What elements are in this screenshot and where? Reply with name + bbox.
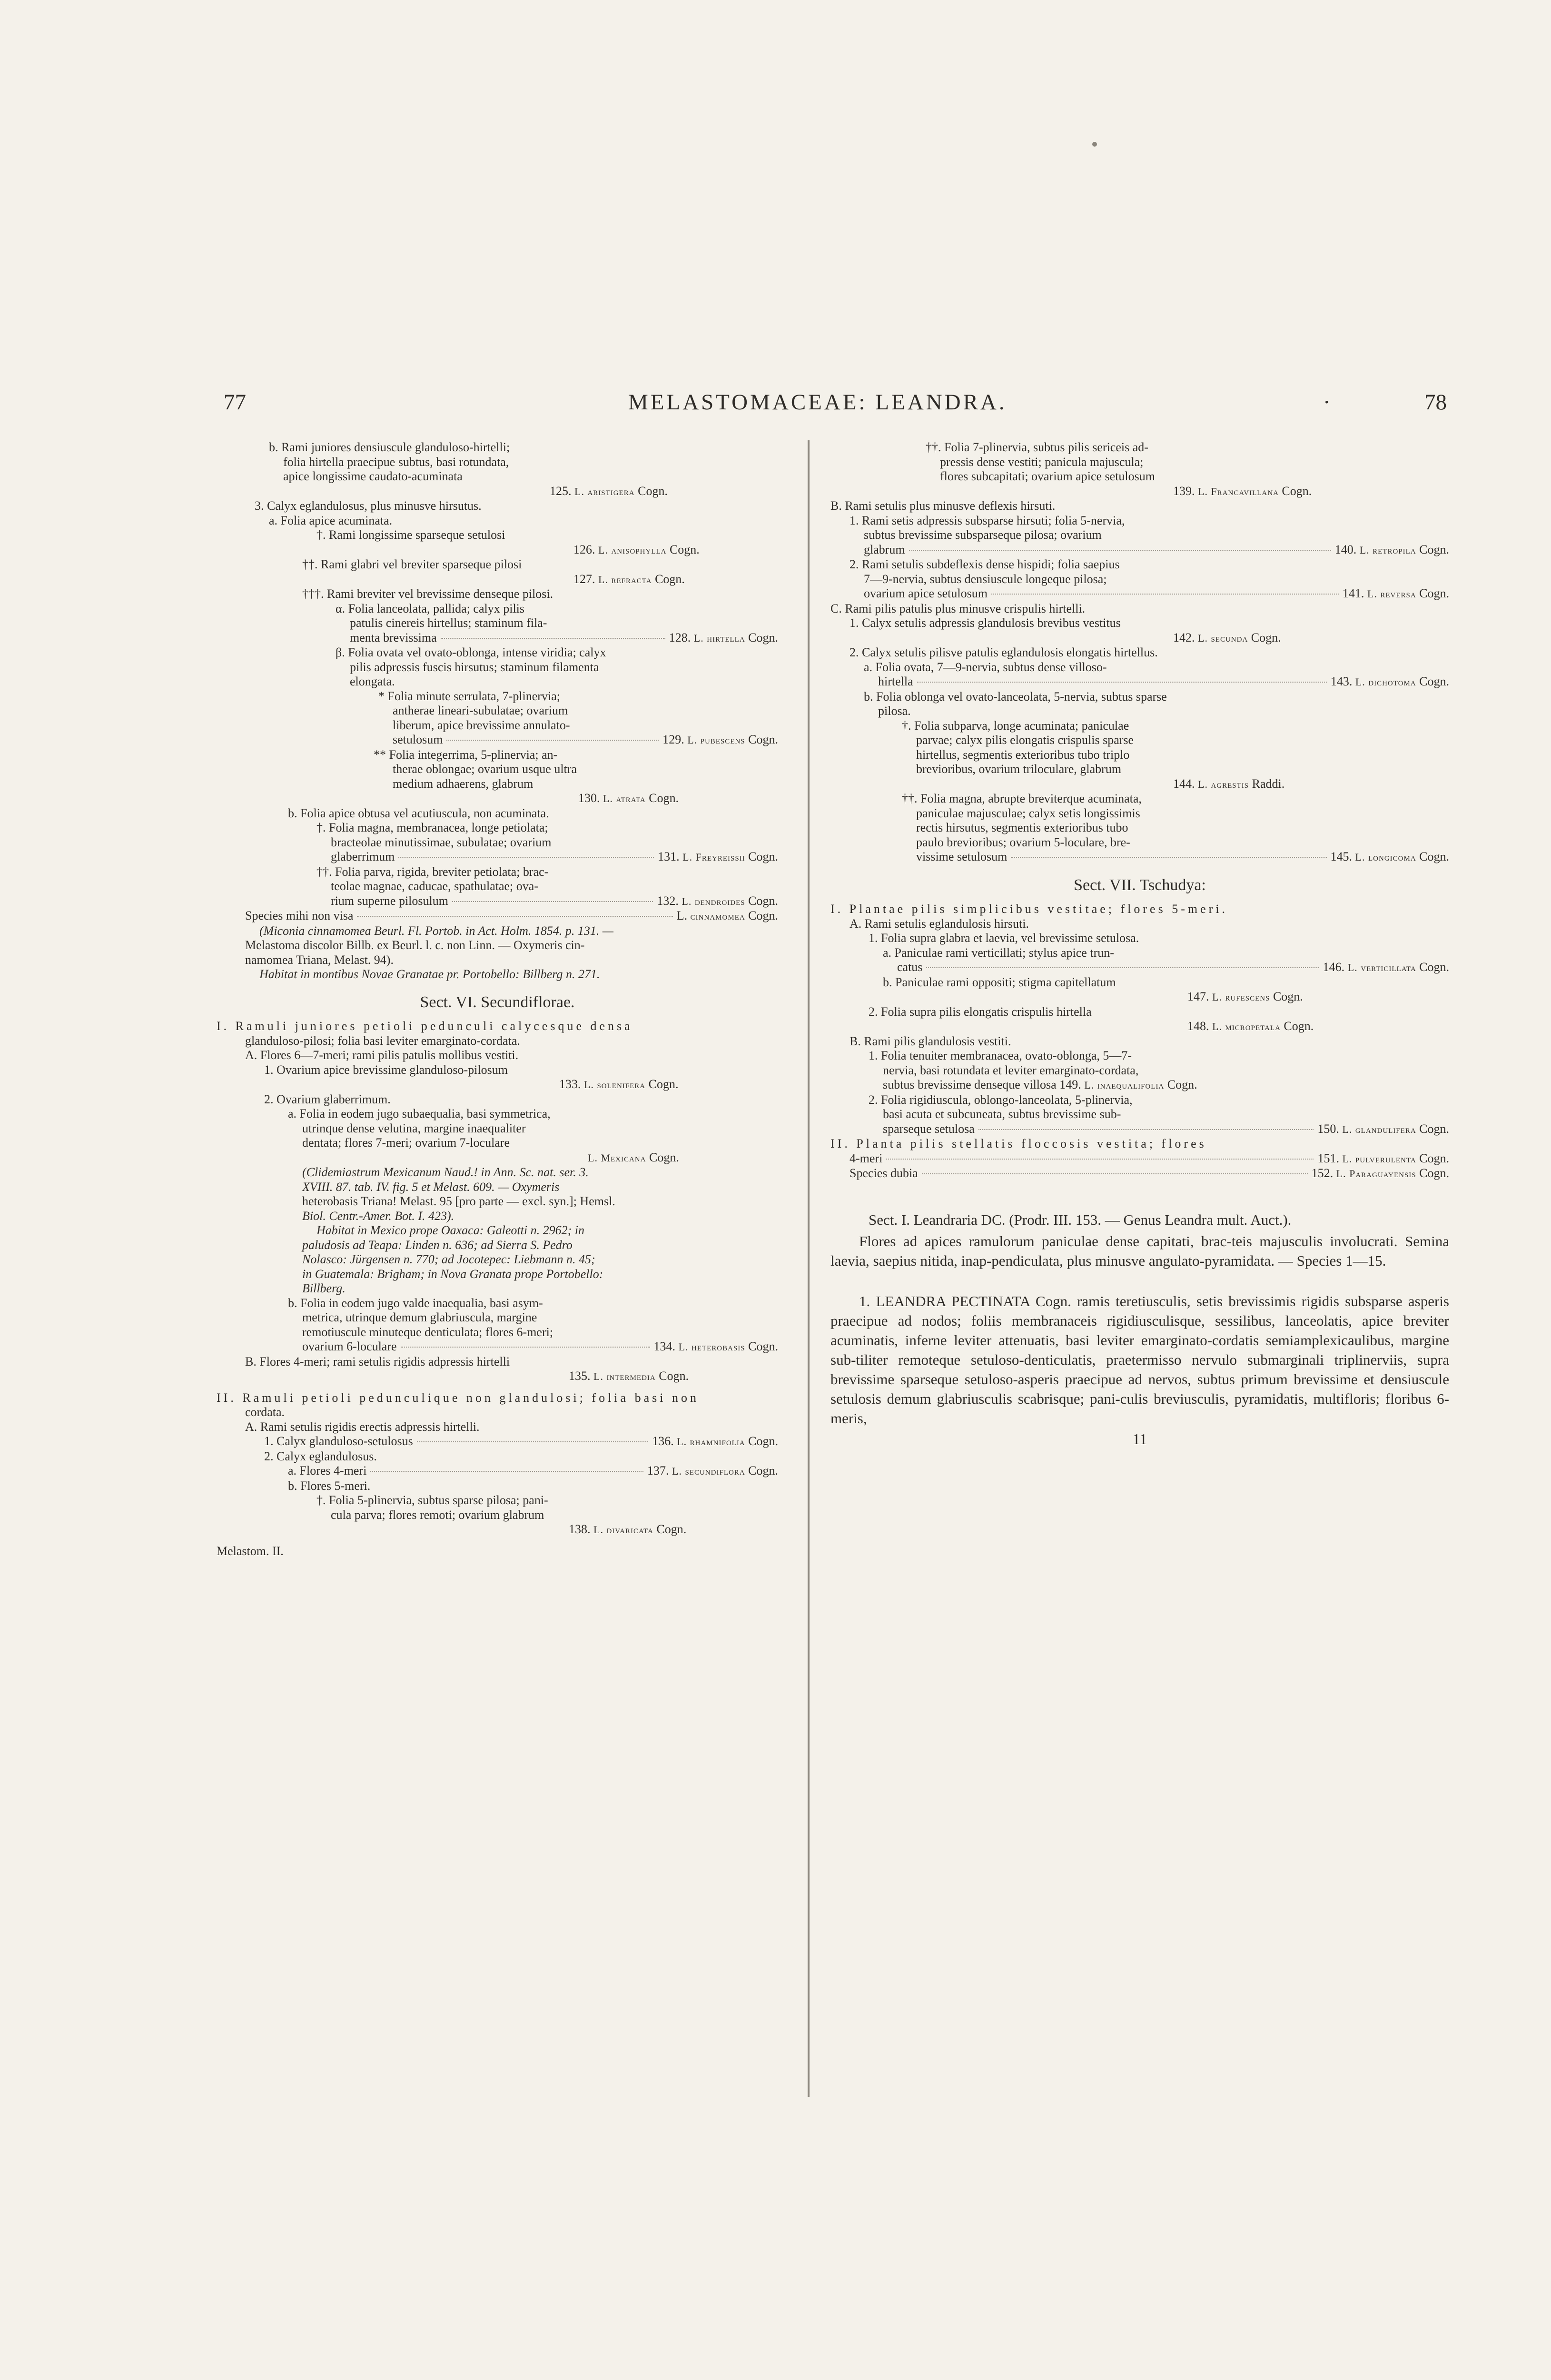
key-line: dentata; flores 7-meri; ovarium 7-loculare: [302, 1136, 510, 1150]
habitat-line: Habitat in Mexico prope Oaxaca: Galeotti n. 2962; in: [316, 1223, 584, 1237]
species-entry: hirtella 143. L. dichotoma Cogn.: [878, 674, 1449, 688]
key-line: * Folia minute serrulata, 7-plinervia;: [378, 689, 560, 703]
key-line: ††. Folia 7-plinervia, subtus pilis sericeis ad-: [926, 440, 1148, 454]
left-column: [217, 440, 778, 1558]
key-line: b. Folia apice obtusa vel acutiuscula, non acuminata.: [288, 806, 549, 820]
key-line: II. Planta pilis stellatis floccosis vestita; flores: [830, 1137, 1207, 1150]
species-entry: a. Flores 4-meri 137. L. secundiflora Cogn.: [288, 1464, 778, 1478]
synonymy-line: (Clidemiastrum Mexicanum Naud.! in Ann. Sc. nat. ser. 3.: [302, 1165, 589, 1179]
species-entry: menta brevissima 128. L. hirtella Cogn.: [350, 630, 778, 645]
key-line: brevioribus, ovarium triloculare, glabrum: [916, 762, 1122, 776]
key-line: utrinque dense velutina, margine inaequaliter: [302, 1121, 526, 1135]
paper-speck: [1092, 142, 1097, 147]
section-heading-leandraria: Sect. I. Leandraria DC. (Prodr. III. 153. — Genus Leandra mult. Auct.).: [869, 1211, 1292, 1228]
signature-number: 11: [1132, 1430, 1147, 1448]
key-line: a. Folia apice acuminata.: [269, 513, 393, 527]
synonymy-line: heterobasis Triana! Melast. 95 [pro parte — excl. syn.]; Hemsl.: [302, 1194, 615, 1208]
species-entry: 138. L. divaricata Cogn.: [569, 1522, 687, 1536]
key-line: 2. Calyx eglandulosus.: [264, 1449, 377, 1463]
page-number-right: 78: [1424, 390, 1447, 415]
synonymy-line: (Miconia cinnamomea Beurl. Fl. Portob. in Act. Holm. 1854. p. 131. —: [259, 923, 614, 938]
key-line: α. Folia lanceolata, pallida; calyx pilis: [336, 601, 525, 615]
key-line: b. Folia oblonga vel ovato-lanceolata, 5-nervia, subtus sparse: [864, 689, 1167, 704]
key-line: 2. Rami setulis subdeflexis dense hispidi; folia saepius: [850, 557, 1120, 571]
column-divider: [808, 440, 810, 2097]
key-line: antherae lineari-subulatae; ovarium: [393, 704, 568, 717]
species-entry: 133. L. solenifera Cogn.: [559, 1077, 679, 1091]
key-line: medium adhaerens, glabrum: [393, 776, 533, 791]
key-line: A. Flores 6—7-meri; rami pilis patulis mollibus vestiti.: [245, 1048, 519, 1062]
key-line: 2. Ovarium glaberrimum.: [264, 1092, 391, 1106]
synonymy-line: XVIII. 87. tab. IV. fig. 5 et Melast. 609. — Oxymeris: [302, 1180, 560, 1194]
key-line: cordata.: [245, 1405, 285, 1419]
key-line: pilis adpressis fuscis hirsutus; staminum filamenta: [350, 660, 599, 674]
section-description: Flores ad apices ramulorum paniculae dense capitati, brac-teis majusculis involucrati. Semina laevia, saepius nitida, inap-pendiculata, plus minusve angulato-pyramidata. — Species 1—15.: [830, 1232, 1449, 1269]
species-entry: 130. L. atrata Cogn.: [578, 791, 679, 805]
species-entry: ovarium apice setulosum 141. L. reversa Cogn.: [864, 586, 1449, 600]
key-line: a. Folia in eodem jugo subaequalia, basi symmetrica,: [288, 1107, 551, 1121]
key-line: 1. Rami setis adpressis subsparse hirsuti; folia 5-nervia,: [850, 513, 1125, 527]
species-entry: 142. L. secunda Cogn.: [1173, 630, 1281, 645]
header-mark: ·: [1323, 390, 1331, 415]
key-line: C. Rami pilis patulis plus minusve crispulis hirtelli.: [830, 601, 1086, 615]
habitat-line: Habitat in montibus Novae Granatae pr. Portobello: Billberg n. 271.: [259, 967, 600, 981]
species-entry: Species dubia 152. L. Paraguayensis Cogn.: [850, 1166, 1449, 1180]
key-line: pilosa.: [878, 704, 911, 718]
key-line: apice longissime caudato-acuminata: [283, 469, 463, 483]
species-entry: ovarium 6-loculare 134. L. heterobasis Cogn.: [302, 1339, 778, 1353]
key-line: β. Folia ovata vel ovato-oblonga, intense viridia; calyx: [336, 645, 606, 659]
footer-signature: Melastom. II.: [217, 1544, 284, 1558]
key-line: ††. Folia parva, rigida, breviter petiolata; brac-: [316, 864, 549, 879]
species-description: 1. LEANDRA PECTINATA Cogn. ramis teretiusculis, setis brevissimis rigidis subsparse asperis praecipue ad nodos; foliis membranaceis rigidiusculisque, sessilibus, lanceolatis, apice breviter acuminatis, inferne leviter attenuatis, basi leviter emarginato-cordatis semiamplexicaulibus, margine sub-tiliter remoteque setuloso-denticulatis, praetermisso nervulo submarginali triplinerviis, supra brevissime sparseque setuloso-asperis praecipue ad nervos, subtus primum brevissime et densiuscule setulosis demum glabriusculis scabrisque; pani-culis breviusculis, pyramidatis, multifloris; floribus 6-meris,: [830, 1292, 1449, 1427]
page-header: [224, 389, 1447, 423]
species-entry: 127. L. refracta Cogn.: [573, 572, 685, 586]
key-line: †. Folia subparva, longe acuminata; paniculae: [902, 718, 1129, 733]
species-entry: 148. L. micropetala Cogn.: [1187, 1019, 1314, 1033]
key-line: b. Flores 5-meri.: [288, 1478, 371, 1493]
key-line: therae oblongae; ovarium usque ultra: [393, 762, 577, 776]
key-line: B. Flores 4-meri; rami setulis rigidis adpressis hirtelli: [245, 1354, 510, 1368]
key-line: 1. Ovarium apice brevissime glanduloso-pilosum: [264, 1062, 508, 1077]
habitat-line: in Guatemala: Brigham; in Nova Granata prope Portobello:: [302, 1267, 603, 1281]
habitat-line: Nolasco: Jürgensen n. 770; ad Jocotepec: Liebmann n. 45;: [302, 1252, 595, 1266]
key-line: rectis hirsutus, segmentis exterioribus tubo: [916, 821, 1128, 834]
key-line: A. Rami setulis eglandulosis hirsuti.: [850, 916, 1029, 931]
page-number-left: 77: [224, 390, 246, 415]
species-name: L. aristigera: [574, 485, 635, 497]
species-entry: rium superne pilosulum 132. L. dendroides Cogn.: [331, 893, 778, 908]
right-column: [830, 440, 1449, 1446]
key-line: †††. Rami breviter vel brevissime denseque pilosi.: [302, 587, 553, 601]
species-entry: sparseque setulosa 150. L. glandulifera Cogn.: [883, 1121, 1449, 1136]
key-line: basi acuta et subcuneata, subtus brevissime sub-: [883, 1107, 1121, 1121]
species-entry: L. Mexicana Cogn.: [588, 1150, 679, 1164]
key-line: subtus brevissime subsparseque pilosa; ovarium: [864, 528, 1102, 542]
species-entry: glaberrimum 131. L. Freyreissii Cogn.: [331, 850, 778, 863]
key-line: b. Rami juniores densiuscule glanduloso-hirtelli;: [269, 440, 510, 454]
species-entry: catus 146. L. verticillata Cogn.: [897, 960, 1449, 974]
key-line: †. Rami longissime sparseque setulosi: [316, 528, 505, 542]
key-line: glanduloso-pilosi; folia basi leviter emarginato-cordata.: [245, 1033, 520, 1048]
key-line: b. Paniculae rami oppositi; stigma capitellatum: [883, 975, 1116, 989]
key-line: †. Folia magna, membranacea, longe petiolata;: [316, 821, 548, 834]
key-line: 3. Calyx eglandulosus, plus minusve hirsutus.: [255, 499, 482, 513]
key-line: paulo brevioribus; ovarium 5-loculare, bre-: [916, 835, 1130, 849]
key-line: 1. Folia tenuiter membranacea, ovato-oblonga, 5—7-: [869, 1049, 1132, 1062]
key-line: hirtellus, segmentis exterioribus tubo triplo: [916, 747, 1130, 762]
key-line: parvae; calyx pilis elongatis crispulis sparse: [916, 733, 1134, 747]
key-line: elongata.: [350, 674, 395, 688]
synonymy-line: namomea Triana, Melast. 94).: [245, 952, 394, 967]
habitat-line: Billberg.: [302, 1281, 346, 1295]
synonymy-line: Biol. Centr.-Amer. Bot. I. 423).: [302, 1209, 454, 1223]
species-entry: 147. L. rufescens Cogn.: [1187, 990, 1303, 1003]
key-line: paniculae majusculae; calyx setis longissimis: [916, 806, 1140, 820]
key-line: ††. Folia magna, abrupte breviterque acuminata,: [902, 792, 1142, 805]
species-entry: glabrum 140. L. retropila Cogn.: [864, 542, 1449, 556]
key-line: remotiuscule minuteque denticulata; flores 6-meri;: [302, 1325, 553, 1339]
key-line: II. Ramuli petioli pedunculique non glandulosi; folia basi non: [217, 1390, 699, 1405]
species-entry: subtus brevissime denseque villosa 149. L. inaequalifolia Cogn.: [883, 1078, 1197, 1091]
key-line: liberum, apice brevissime annulato-: [393, 718, 570, 732]
key-line: b. Folia in eodem jugo valde inaequalia, basi asym-: [288, 1296, 543, 1310]
key-line: 2. Folia rigidiuscula, oblongo-lanceolata, 5-plinervia,: [869, 1092, 1133, 1107]
key-line: a. Folia ovata, 7—9-nervia, subtus dense villoso-: [864, 660, 1107, 674]
key-line: flores subcapitati; ovarium apice setulosum: [940, 469, 1155, 483]
key-line: bracteolae minutissimae, subulatae; ovarium: [331, 835, 552, 849]
key-line: 7—9-nervia, subtus densiuscule longeque pilosa;: [864, 572, 1107, 586]
running-title: MELASTOMACEAE: LEANDRA.: [628, 390, 1007, 415]
key-line: I. Plantae pilis simplicibus vestitae; flores 5-meri.: [830, 902, 1228, 916]
species-entry: 126. L. anisophylla Cogn.: [573, 542, 700, 556]
section-heading: Sect. VII. Tschudya:: [1074, 876, 1206, 894]
key-line: B. Rami setulis plus minusve deflexis hirsuti.: [830, 499, 1056, 513]
key-line: pressis dense vestiti; panicula majuscula;: [940, 455, 1144, 469]
key-line: 1. Calyx setulis adpressis glandulosis brevibus vestitus: [850, 616, 1121, 630]
key-line: ** Folia integerrima, 5-plinervia; an-: [374, 747, 558, 762]
species-entry: 144. L. agrestis Raddi.: [1173, 776, 1285, 791]
key-line: 1. Folia supra glabra et laevia, vel brevissime setulosa.: [869, 931, 1139, 945]
species-entry: 1. Calyx glanduloso-setulosus 136. L. rhamnifolia Cogn.: [264, 1434, 778, 1448]
species-entry: vissime setulosum 145. L. longicoma Cogn.: [916, 850, 1449, 863]
key-line: 2. Calyx setulis pilisve patulis eglandulosis elongatis hirtellus.: [850, 645, 1158, 659]
key-line: †. Folia 5-plinervia, subtus sparse pilosa; pani-: [316, 1493, 548, 1507]
key-line: nervia, basi rotundata et leviter emarginato-cordata,: [883, 1063, 1139, 1077]
synonymy-line: Melastoma discolor Billb. ex Beurl. l. c. non Linn. — Oxymeris cin-: [245, 938, 585, 952]
species-entry: 125. L. aristigera Cogn.: [217, 484, 778, 499]
key-line: 2. Folia supra pilis elongatis crispulis hirtella: [869, 1004, 1092, 1019]
key-line: patulis cinereis hirtellus; staminum fila-: [350, 616, 547, 630]
species-entry: 4-meri 151. L. pulverulenta Cogn.: [850, 1151, 1449, 1165]
key-line: cula parva; flores remoti; ovarium glabrum: [331, 1507, 544, 1522]
key-line: B. Rami pilis glandulosis vestiti.: [850, 1034, 1011, 1048]
key-line: metrica, utrinque demum glabriuscula, margine: [302, 1310, 537, 1324]
section-heading: Sect. VI. Secundiflorae.: [420, 993, 575, 1011]
key-line: A. Rami setulis rigidis erectis adpressis hirtelli.: [245, 1419, 480, 1434]
species-entry: Species mihi non visa L. cinnamomea Cogn.: [245, 909, 778, 922]
species-entry: setulosum 129. L. pubescens Cogn.: [393, 733, 778, 746]
species-entry: 135. L. intermedia Cogn.: [569, 1369, 689, 1383]
key-line: teolae magnae, caducae, spathulatae; ova-: [331, 879, 538, 893]
key-line: folia hirtella praecipue subtus, basi rotundata,: [283, 455, 509, 469]
key-line: a. Paniculae rami verticillati; stylus apice trun-: [883, 945, 1114, 960]
key-line: I. Ramuli juniores petioli pedunculi calycesque densa: [217, 1019, 633, 1033]
key-line: ††. Rami glabri vel breviter sparseque pilosi: [302, 557, 522, 571]
species-entry: 139. L. Francavillana Cogn.: [1173, 484, 1312, 498]
habitat-line: paludosis ad Teapa: Linden n. 636; ad Sierra S. Pedro: [302, 1238, 573, 1252]
